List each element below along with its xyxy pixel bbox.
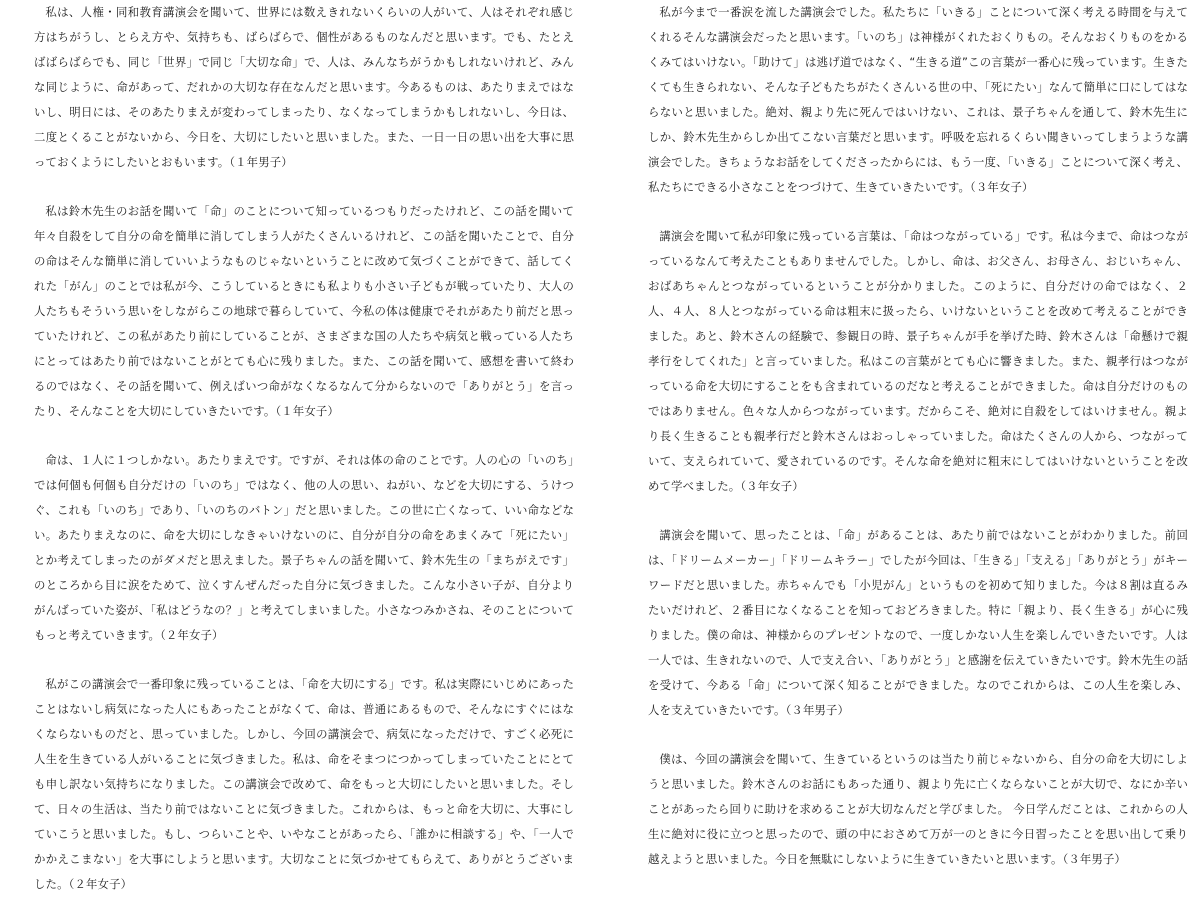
essay-paragraph-8: 僕は、今回の講演会を聞いて、生きているというのは当たり前じゃないから、自分の命を大切にしようと思いました。鈴木さんのお話にもあった通り、親より先に亡くならないことが大切で、なにか辛いことがあったら回りに助けを求めることが大切なんだと学びました。 今日学んだことは、これからの人生に絶対に役に立つと思ったので、頭の中におさめて万が一のときに今日習ったことを思い出して乗り越えようと思いました。今日を無駄にしないように生きていきたいと思います。（３年男子） [648, 752, 1188, 866]
right-column [648, 0, 1188, 872]
essay-paragraph-1: 私は、人権・同和教育講演会を聞いて、世界には数えきれないくらいの人がいて、人はそれぞれ感じ方はちがうし、とらえ方や、気持ちも、ばらばらで、個性があるものなんだと思います。でも、たとえばばらばらでも、同じ「世界」で同じ「大切な命」で、人は、みんなちがうかもしれないけれど、みんな同じように、命があって、だれかの大切な存在なんだと思います。今あるものは、あたりまえではないし、明日には、そのあたりまえが変わってしまったり、なくなってしまうかもしれないし、今日は、二度とくることがないから、今日を、大切にしたいと思いました。また、一日一日の思い出を大事に思っておくようにしたいとおもいます。（１年男子） [34, 5, 574, 169]
essay-paragraph-7: 講演会を聞いて、思ったことは、「命」があることは、あたり前ではないことがわかりました。前回は、「ドリームメーカー」「ドリームキラー」でしたが今回は、「生きる」「支える」「ありがとう」がキーワードだと思いました。赤ちゃんでも「小児がん」というものを初めて知りました。今は８割は直るみたいだけれど、２番目になくなることを知っておどろきました。特に「親より、長く生きる」が心に残りました。僕の命は、神様からのプレゼントなので、一度しかない人生を楽しんでいきたいです。人は一人では、生きれないので、人で支え合い、「ありがとう」と感謝を伝えていきたいです。鈴木先生の話を受けて、今ある「命」について深く知ることができました。なのでこれからは、この人生を楽しみ、人を支えていきたいです。（３年男子） [648, 528, 1188, 717]
essay-paragraph-5: 私が今まで一番涙を流した講演会でした。私たちに「いきる」ことについて深く考える時間を与えてくれるそんな講演会だったと思います。「いのち」は神様がくれたおくりもの。そんなおくりものをかるくみてはいけない。「助けて」は逃げ道ではなく、“生きる道”この言葉が一番心に残っています。生きたくても生きられない、そんな子どもたちがたくさんいる世の中、「死にたい」なんて簡単に口にしてはならないと思いました。絶対、親より先に死んではいけない、これは、景子ちゃんを通して、鈴木先生にしか、鈴木先生からしか出てこない言葉だと思います。呼吸を忘れるくらい聞きいってしまうような講演会でした。きちょうなお話をしてくださったからには、もう一度、「いきる」ことについて深く考え、私たちにできる小さなことをつづけて、生きていきたいです。（３年女子） [648, 5, 1188, 194]
essay-paragraph-6: 講演会を聞いて私が印象に残っている言葉は、「命はつながっている」です。私は今まで、命はつながっているなんて考えたこともありませんでした。しかし、命は、お父さん、お母さん、おじいちゃん、おばあちゃんとつながっているということが分かりました。このように、自分だけの命ではなく、２人、４人、８人とつながっている命は粗末に扱ったら、いけないということを改めて考えることができました。あと、鈴木さんの経験で、参観日の時、景子ちゃんが手を挙げた時、鈴木さんは「命懸けで親孝行をしてくれた」と言っていました。私はこの言葉がとても心に響きました。また、親孝行はつながっている命を大切にすることをも含まれているのだなと考えることができました。命は自分だけのものではありません。色々な人からつながっています。だからこそ、絶対に自殺をしてはいけません。親より長く生きることも親孝行だと鈴木さんはおっしゃっていました。命はたくさんの人から、つながっていて、支えられていて、愛されているのです。そんな命を絶対に粗末にしてはいけないということを改めて学べました。（３年女子） [648, 229, 1188, 493]
essay-paragraph-4: 私がこの講演会で一番印象に残っていることは、「命を大切にする」です。私は実際にいじめにあったことはないし病気になった人にもあったことがなくて、命は、普通にあるもので、そんなにすぐにはなくならないものだと、思っていました。しかし、今回の講演会で、病気になっただけで、すごく必死に人生を生きている人がいることに気づきました。私は、命をそまつにつかってしまっていたことにとても申し訳ない気持ちになりました。この講演会で改めて、命をもっと大切にしたいと思いました。そして、日々の生活は、当たり前ではないことに気づきました。これからは、もっと命を大切に、大事にしていこうと思いました。もし、つらいことや、いやなことがあったら、「誰かに相談する」や、「一人でかかえこまない」を大事にしようと思います。大切なことに気づかせてもらえて、ありがとうございました。（２年女子） [34, 677, 574, 891]
left-column [34, 0, 574, 897]
essay-paragraph-2: 私は鈴木先生のお話を聞いて「命」のことについて知っているつもりだったけれど、この話を聞いて年々自殺をして自分の命を簡単に消してしまう人がたくさんいるけれど、この話を聞いたことで、自分の命はそんな簡単に消していいようなものじゃないということに改めて気づくことができて、話してくれた「がん」のことでは私が今、こうしているときにも私よりも小さい子どもが戦っていたり、大人の人たちもそういう思いをしながらこの地球で暮らしていて、今私の体は健康でそれがあたり前だと思っていたけれど、この私があたり前にしていることが、さまざまな国の人たちや病気と戦っている人たちにとってはあたり前ではないことがとても心に残りました。また、この話を聞いて、感想を書いて終わるのではなく、その話を聞いて、例えばいつ命がなくなるなんて分からないので「ありがとう」を言ったり、そんなことを大切にしていきたいです。（１年女子） [34, 204, 574, 418]
essay-paragraph-3: 命は、１人に１つしかない。あたりまえです。ですが、それは体の命のことです。人の心の「いのち」では何個も何個も自分だけの「いのち」ではなく、他の人の思い、ねがい、などを大切にする、うけつぐ、これも「いのち」であり、「いのちのバトン」だと思いました。この世に亡くなって、いい命などない。あたりまえなのに、命を大切にしなきゃいけないのに、自分が自分の命をあまくみて「死にたい」とか考えてしまったのがダメだと思えました。景子ちゃんの話を聞いて、鈴木先生の「まちがえです」のところから目に涙をためて、泣くすんぜんだった自分に気づきました。こんな小さい子が、自分よりがんばっていた姿が、「私はどうなの？」と考えてしまいました。小さなつみかさね、そのことについてもっと考えていきます。（２年女子） [34, 453, 574, 642]
